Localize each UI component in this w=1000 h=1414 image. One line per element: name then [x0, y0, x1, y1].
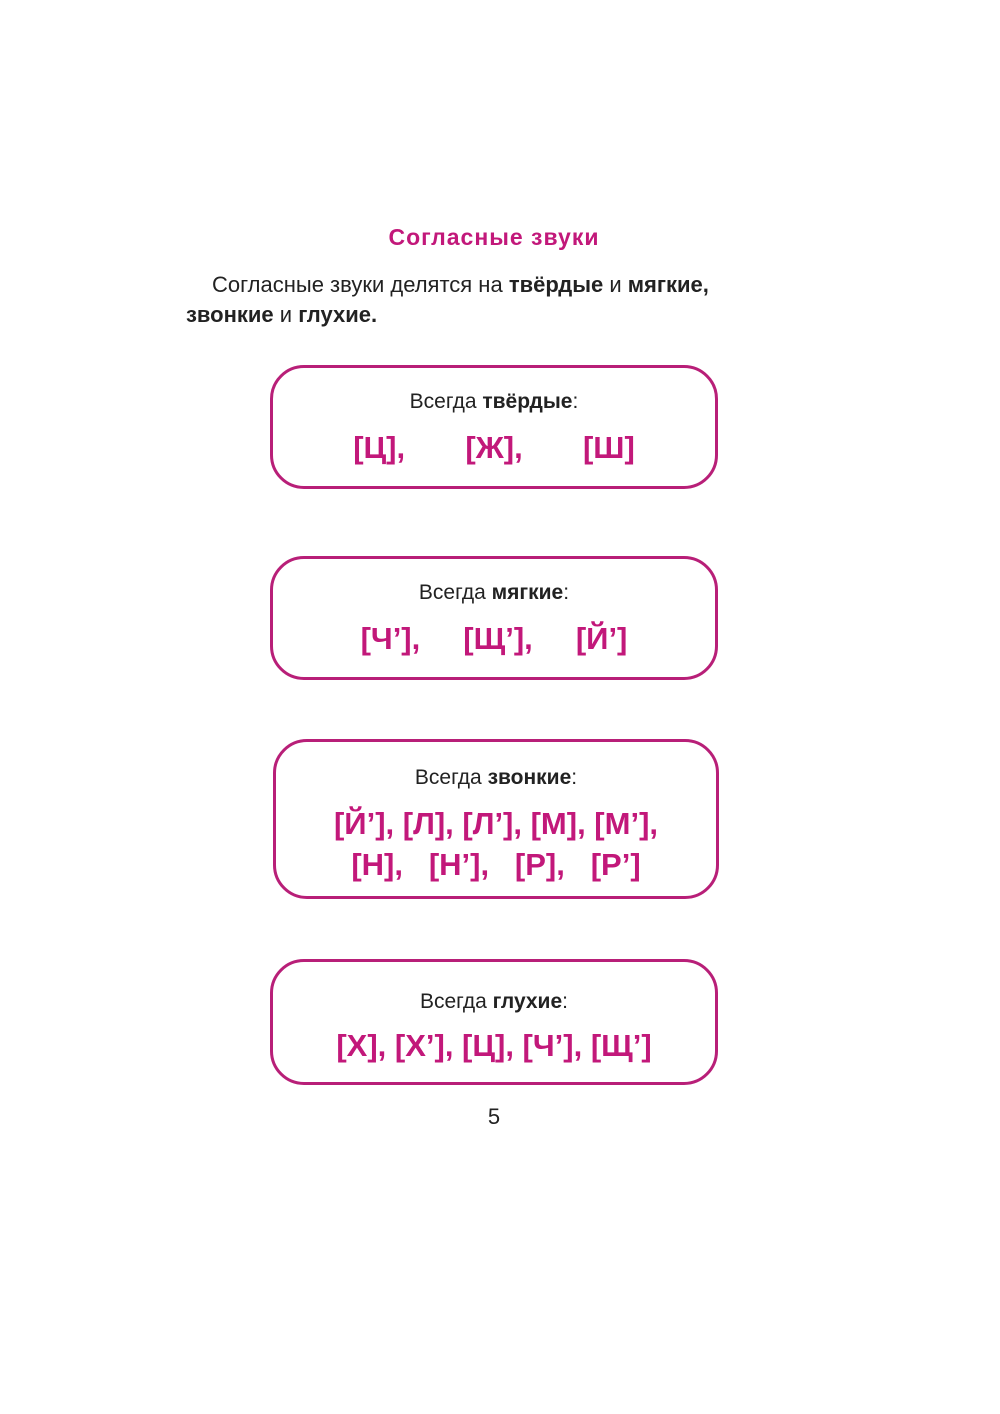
intro-term-hard: твёрдые — [508, 272, 604, 297]
box-heading-label: звонкие — [487, 766, 572, 789]
sound-list-line-2: [Н], [Н’], [Р], [Р’] — [351, 847, 641, 882]
sound-list: [Х], [Х’], [Ц], [Ч’], [Щ’] — [336, 1028, 652, 1063]
voiceless-consonants-box — [270, 959, 718, 1085]
box-heading-suffix: : — [563, 581, 570, 604]
box-heading-label: мягкие — [491, 581, 564, 604]
box-heading — [273, 390, 715, 414]
intro-text-1: Согласные звуки делятся на — [212, 272, 509, 297]
box-heading-prefix: Всегда — [419, 990, 493, 1013]
box-heading-suffix: : — [562, 990, 568, 1013]
soft-consonants-box — [270, 556, 718, 680]
sound-list: [Ц], [Ж], [Ш] — [353, 430, 635, 465]
intro-text-3: и — [273, 302, 299, 327]
hard-consonants-box — [270, 365, 718, 489]
box-heading-prefix: Всегда — [414, 766, 488, 789]
voiced-consonants-box — [273, 739, 719, 899]
box-heading — [276, 766, 716, 790]
intro-text-2: и — [603, 272, 628, 297]
box-heading-label: твёрдые — [482, 390, 573, 413]
box-heading-suffix: : — [572, 390, 579, 413]
box-heading-prefix: Всегда — [409, 390, 483, 413]
box-heading — [273, 990, 715, 1014]
intro-term-voiceless: глухие. — [298, 302, 378, 327]
box-heading-prefix: Всегда — [418, 581, 492, 604]
page-title: Согласные звуки — [388, 224, 600, 250]
intro-paragraph — [186, 270, 826, 330]
box-heading-label: глухие — [492, 990, 563, 1013]
sound-list: [Ч’], [Щ’], [Й’] — [360, 621, 628, 656]
page-number: 5 — [487, 1104, 501, 1129]
sound-list-line-1: [Й’], [Л], [Л’], [М], [М’], — [333, 806, 659, 841]
box-heading — [273, 581, 715, 605]
box-heading-suffix: : — [571, 766, 578, 789]
intro-term-voiced: звонкие — [186, 302, 274, 327]
intro-term-soft: мягкие, — [627, 272, 709, 297]
